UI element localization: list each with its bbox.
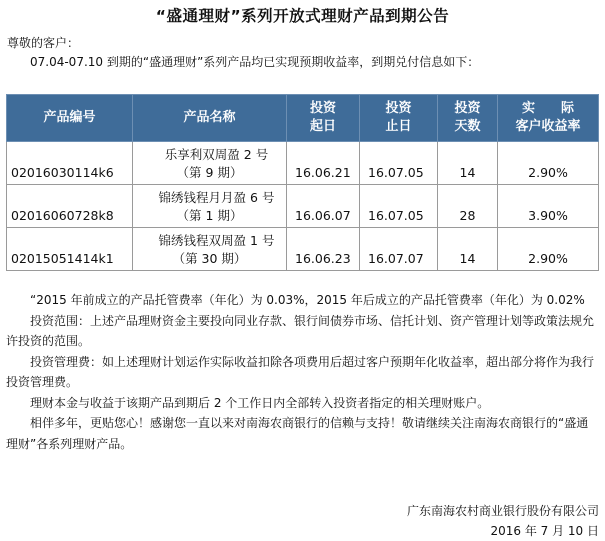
intro-text: 07.04-07.10 到期的“盛通理财”系列产品均已实现预期收益率，到期兑付信息如下： — [30, 55, 480, 69]
salutation: 尊敬的客户： — [7, 36, 80, 50]
product-name — [133, 185, 287, 228]
actual-rate: 2.90% — [498, 228, 599, 271]
actual-rate: 2.90% — [498, 142, 599, 185]
table-header-row — [7, 95, 599, 142]
product-code: 02016030114k6 — [7, 142, 133, 185]
header-days — [438, 95, 498, 142]
product-name — [133, 142, 287, 185]
table-row — [7, 142, 599, 185]
header-rate-line1: 实 际 — [521, 101, 574, 116]
notice-date: 2016 年 7 月 10 日 — [490, 524, 599, 538]
header-start-date — [287, 95, 360, 142]
investment-days: 14 — [438, 142, 498, 185]
header-end-date-line1: 投资 — [385, 101, 412, 116]
product-name-line1: 锦绣钱程双周盈 1 号 — [158, 233, 275, 248]
start-date: 16.06.21 — [287, 142, 360, 185]
header-rate — [498, 95, 599, 142]
bank-name: 广东南海农村商业银行股份有限公司 — [406, 504, 599, 518]
header-end-date — [360, 95, 438, 142]
investment-days: 28 — [438, 185, 498, 228]
start-date: 16.06.23 — [287, 228, 360, 271]
product-name — [133, 228, 287, 271]
start-date: 16.06.07 — [287, 185, 360, 228]
table-row — [7, 228, 599, 271]
product-name-line1: 锦绣钱程月月盈 6 号 — [158, 190, 275, 205]
notes-section — [6, 290, 598, 454]
note-management-fee: 投资管理费：如上述理财计划运作实际收益扣除各项费用后超过客户预期年化收益率，超出部分将作为我行投资管理费。 — [6, 354, 595, 389]
table-row — [7, 185, 599, 228]
header-start-date-line2: 起日 — [309, 119, 336, 134]
product-name-line2: （第 1 期） — [176, 208, 243, 223]
product-name-line2: （第 30 期） — [172, 251, 247, 266]
header-product-code: 产品编号 — [7, 95, 133, 142]
header-rate-line2: 客户收益率 — [515, 119, 581, 134]
header-start-date-line1: 投资 — [309, 101, 336, 116]
product-name-line1: 乐享利双周盈 2 号 — [164, 147, 269, 162]
note-investment-scope: 投资范围：上述产品理财资金主要投向同业存款、银行间债券市场、信托计划、资产管理计划等政策法规允许投资的范围。 — [6, 313, 595, 348]
product-name-line2: （第 9 期） — [176, 165, 243, 180]
product-code: 02015051414k1 — [7, 228, 133, 271]
investment-days: 14 — [438, 228, 498, 271]
end-date: 16.07.07 — [360, 228, 438, 271]
page-title: “盛通理财”系列开放式理财产品到期公告 — [155, 7, 450, 25]
end-date: 16.07.05 — [360, 185, 438, 228]
header-days-line1: 投资 — [454, 101, 481, 116]
header-end-date-line2: 止日 — [385, 119, 412, 134]
product-table — [6, 94, 599, 271]
note-custody-fee: “2015 年前成立的产品托管费率（年化）为 0.03%，2015 年后成立的产品托管费率（年化）为 0.02% — [30, 293, 585, 307]
product-code: 02016060728k8 — [7, 185, 133, 228]
actual-rate: 3.90% — [498, 185, 599, 228]
end-date: 16.07.05 — [360, 142, 438, 185]
header-product-name: 产品名称 — [133, 95, 287, 142]
note-principal-transfer: 理财本金与收益于该期产品到期后 2 个工作日内全部转入投资者指定的相关理财账户。 — [30, 395, 490, 410]
note-thanks: 相伴多年，更贴您心！感谢您一直以来对南海农商银行的信赖与支持！敬请继续关注南海农商银行的“盛通理财”各系列理财产品。 — [6, 416, 589, 451]
header-days-line2: 天数 — [454, 119, 481, 134]
signature-block — [407, 501, 599, 541]
